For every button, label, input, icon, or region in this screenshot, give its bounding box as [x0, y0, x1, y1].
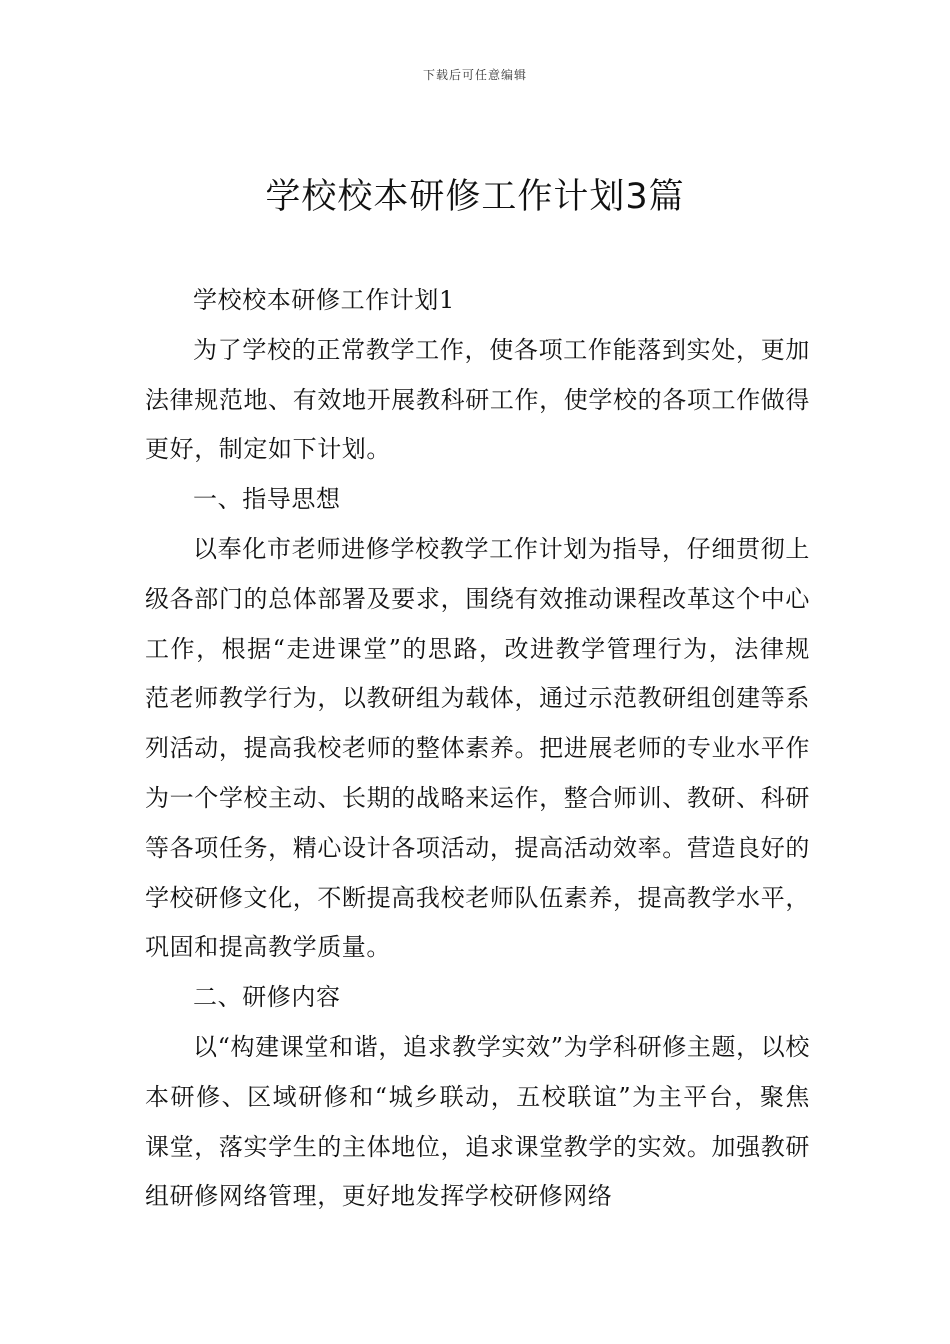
guiding-thought-paragraph: 以奉化市老师进修学校教学工作计划为指导，仔细贯彻上级各部门的总体部署及要求，围绕有效推动课程改革这个中心工作，根据“走进课堂”的思路，改进教学管理行为，法律规范老师教学行为，以教研组为载体，通过示范教研组创建等系列活动，提高我校老师的整体素养。把进展老师的专业水平作为一个学校主动、长期的战略来运作，整合师训、教研、科研等各项任务，精心设计各项活动，提高活动效率。营造良好的学校研修文化，不断提高我校老师队伍素养，提高教学水平，巩固和提高教学质量。 — [145, 534, 810, 962]
section-heading-research-content: 二、研修内容 — [193, 983, 341, 1012]
intro-paragraph: 为了学校的正常教学工作，使各项工作能落到实处，更加法律规范地、有效地开展教科研工作，使学校的各项工作做得更好，制定如下计划。 — [145, 335, 810, 464]
section-subtitle: 学校校本研修工作计划1 — [193, 286, 455, 314]
document-body — [145, 276, 810, 1222]
research-content-paragraph: 以“构建课堂和谐，追求教学实效”为学科研修主题，以校本研修、区域研修和“城乡联动，五校联谊”为主平台，聚焦课堂，落实学生的主体地位，追求课堂教学的实效。加强教研组研修网络管理，更好地发挥学校研修网络 — [145, 1032, 810, 1211]
section-heading-guiding-thought: 一、指导思想 — [193, 485, 341, 514]
header-note: 下载后可任意编辑 — [422, 68, 527, 82]
document-title: 学校校本研修工作计划3篇 — [265, 177, 685, 217]
